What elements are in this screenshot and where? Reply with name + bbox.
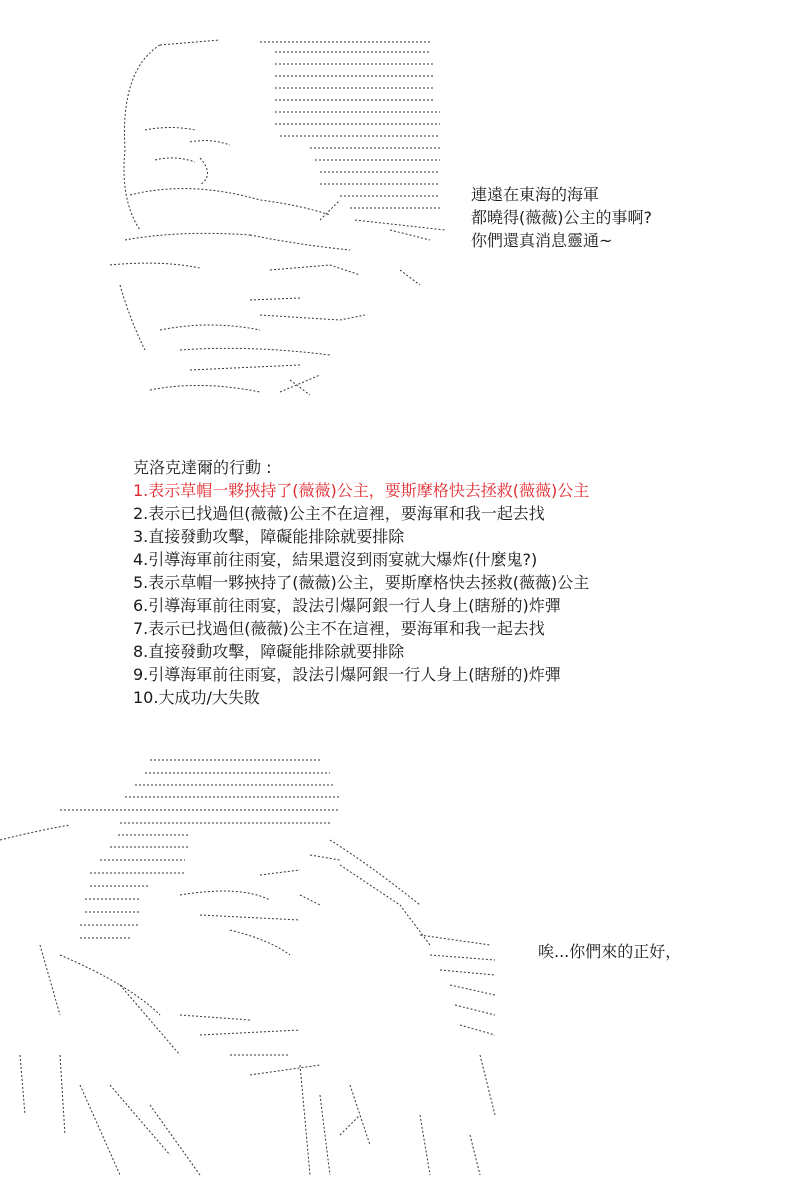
action-item-number: 2.: [133, 504, 149, 523]
top-dialogue-line-1: 連遠在東海的海軍: [471, 185, 600, 204]
action-list: [133, 479, 733, 709]
top-dialogue-line-2: 都曉得(薇薇)公主的事啊?: [471, 208, 652, 227]
action-item-number: 10.: [133, 688, 159, 707]
action-item: [133, 663, 733, 686]
action-item-number: 1.: [133, 481, 149, 500]
action-item-text: 表示草帽一夥挾持了(薇薇)公主，要斯摩格快去拯救(薇薇)公主: [148, 481, 590, 500]
action-item: [133, 571, 733, 594]
action-item-text: 表示草帽一夥挾持了(薇薇)公主，要斯摩格快去拯救(薇薇)公主: [148, 573, 590, 592]
top-dialogue: [471, 183, 652, 252]
coated-figure-drawing: [0, 755, 520, 1185]
action-item: [133, 479, 733, 502]
action-item-text: 直接發動攻擊，障礙能排除就要排除: [148, 527, 405, 546]
coated-figure-ascii-art: [0, 755, 520, 1185]
action-item-text: 大成功/大失敗: [158, 688, 260, 707]
action-list-heading: 克洛克達爾的行動 :: [133, 458, 272, 477]
action-item-text: 表示已找過但(薇薇)公主不在這裡，要海軍和我一起去找: [148, 504, 545, 523]
action-item: [133, 594, 733, 617]
action-item-text: 引導海軍前往雨宴，結果還沒到雨宴就大爆炸(什麼鬼?): [148, 550, 538, 569]
bottom-dialogue: 唉...你們來的正好，: [538, 942, 682, 961]
action-item-text: 直接發動攻擊，障礙能排除就要排除: [148, 642, 405, 661]
action-item: [133, 502, 733, 525]
action-item-number: 8.: [133, 642, 149, 661]
action-item-number: 6.: [133, 596, 149, 615]
action-item-number: 9.: [133, 665, 149, 684]
action-item-text: 引導海軍前往雨宴，設法引爆阿銀一行人身上(瞎掰的)炸彈: [148, 665, 561, 684]
action-item: [133, 548, 733, 571]
action-item-text: 引導海軍前往雨宴，設法引爆阿銀一行人身上(瞎掰的)炸彈: [148, 596, 561, 615]
action-item-number: 7.: [133, 619, 149, 638]
action-item-number: 4.: [133, 550, 149, 569]
action-item-number: 5.: [133, 573, 149, 592]
top-dialogue-line-3: 你們還真消息靈通~: [471, 231, 613, 250]
action-item: [133, 525, 733, 548]
action-item: [133, 617, 733, 640]
action-item: [133, 686, 733, 709]
action-list-panel: [133, 456, 733, 709]
bearded-face-drawing: [100, 30, 460, 410]
bearded-face-ascii-art: [100, 30, 460, 410]
action-item-text: 表示已找過但(薇薇)公主不在這裡，要海軍和我一起去找: [148, 619, 545, 638]
action-item: [133, 640, 733, 663]
action-item-number: 3.: [133, 527, 149, 546]
